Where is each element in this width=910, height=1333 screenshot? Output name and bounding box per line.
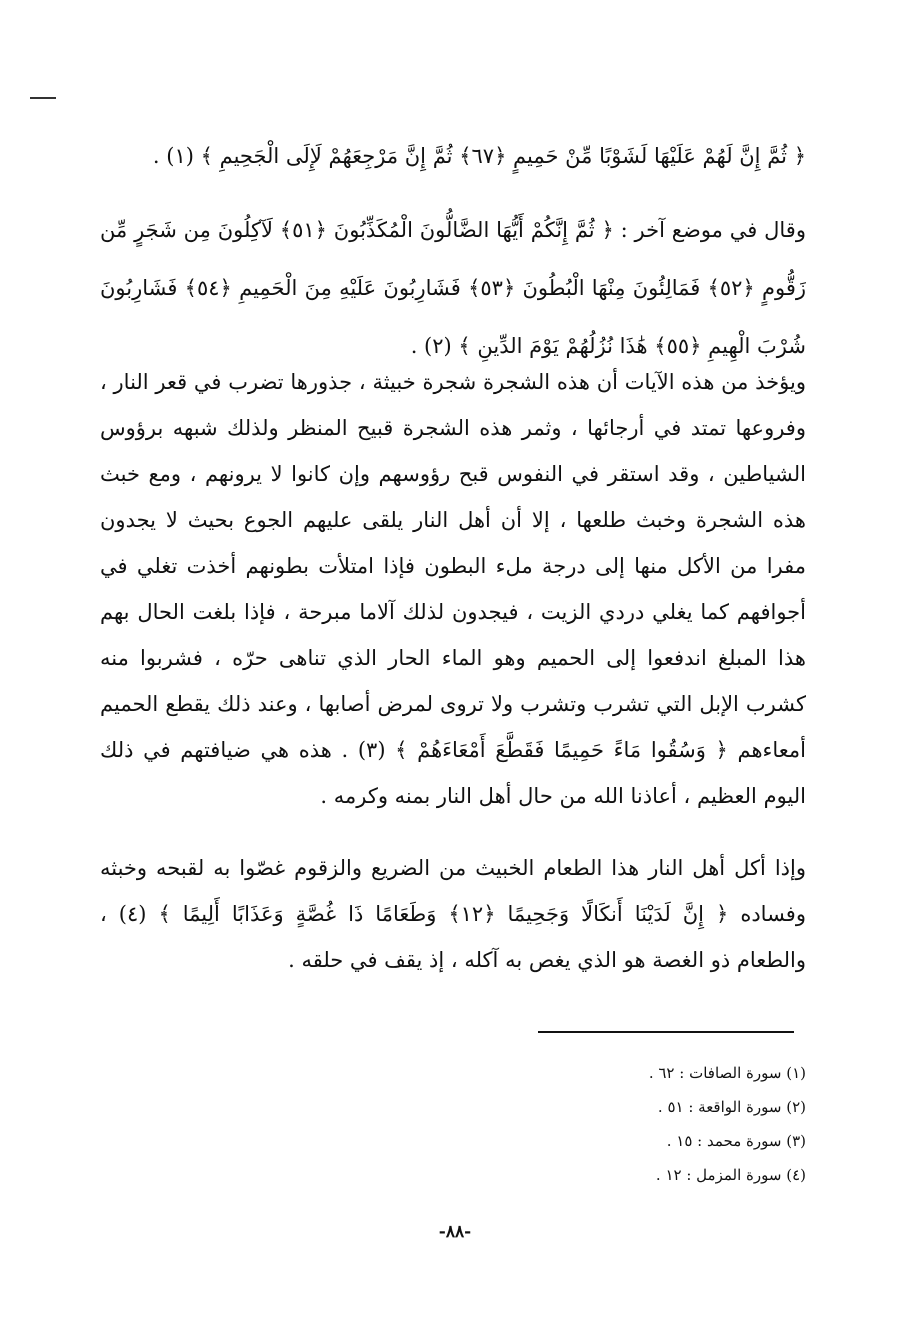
page-number: -٨٨- — [438, 1222, 472, 1242]
footnote-1: (١) سورة الصافات : ٦٢ . — [648, 1064, 806, 1082]
paragraph-commentary-2: وإذا أكل أهل النار هذا الطعام الخبيث من الضريع والزقوم غصّوا به لقبحه وخبثه وفساده ﴿ إِنَّ لَدَيْنَا أَنكَالًا وَجَحِيمًا ﴿١٢﴾ وَطَعَامًا ذَا غُصَّةٍ وَعَذَابًا أَلِيمًا ﴾ (٤) ، والطعام ذو الغصة هو الذي يغص به آكله ، إذ يقف في حلقه . — [100, 856, 806, 972]
paragraph-quran-verse-2: وقال في موضع آخر : ﴿ ثُمَّ إِنَّكُمْ أَيُّهَا الضَّالُّونَ الْمُكَذِّبُونَ ﴿٥١﴾ لَآكِلُونَ مِن شَجَرٍ مِّن زَقُّومٍ ﴿٥٢﴾ فَمَالِئُونَ مِنْهَا الْبُطُونَ ﴿٥٣﴾ فَشَارِبُونَ عَلَيْهِ مِنَ الْحَمِيمِ ﴿٥٤﴾ فَشَارِبُونَ شُرْبَ الْهِيمِ ﴿٥٥﴾ هَٰذَا نُزُلُهُمْ يَوْمَ الدِّينِ ﴾ (٢) . — [100, 218, 807, 358]
footnote-4: (٤) سورة المزمل : ١٢ . — [655, 1166, 806, 1184]
footnotes — [506, 1056, 806, 1192]
footnote-3: (٣) سورة محمد : ١٥ . — [666, 1132, 806, 1150]
margin-mark — [30, 97, 56, 99]
footnote-divider — [538, 1031, 794, 1033]
footnote-2: (٢) سورة الواقعة : ٥١ . — [657, 1098, 806, 1116]
paragraph-quran-verse-1: ﴿ ثُمَّ إِنَّ لَهُمْ عَلَيْهَا لَشَوْبًا مِّنْ حَمِيمٍ ﴿٦٧﴾ ثُمَّ إِنَّ مَرْجِعَهُمْ لَإِلَى الْجَحِيمِ ﴾ (١) . — [152, 144, 806, 168]
paragraph-commentary: ويؤخذ من هذه الآيات أن هذه الشجرة شجرة خبيثة ، جذورها تضرب في قعر النار ، وفروعها تمتد في أرجائها ، وثمر هذه الشجرة قبيح المنظر ولذلك شبهه برؤوس الشياطين ، وقد استقر في النفوس قبح رؤوسهم وإن كانوا لا يرونهم ، ومع خبث هذه الشجرة وخبث طلعها ، إلا أن أهل النار يلقى عليهم الجوع بحيث لا يجدون مفرا من الأكل منها إلى درجة ملء البطون فإذا امتلأت بطونهم أخذت تغلي في أجوافهم كما يغلي دردي الزيت ، فيجدون لذلك آلاما مبرحة ، فإذا بلغت الحال بهم هذا المبلغ اندفعوا إلى الحميم وهو الماء الحار الذي تناهى حرّه ، فشربوا منه كشرب الإبل التي تشرب وتشرب ولا تروى لمرض أصابها ، وعند ذلك يقطع الحميم أمعاءهم ﴿ وَسُقُوا مَاءً حَمِيمًا فَقَطَّعَ أَمْعَاءَهُمْ ﴾ (٣) . هذه هي ضيافتهم في ذلك اليوم العظيم ، أعاذنا الله من حال أهل النار بمنه وكرمه . — [100, 370, 807, 808]
